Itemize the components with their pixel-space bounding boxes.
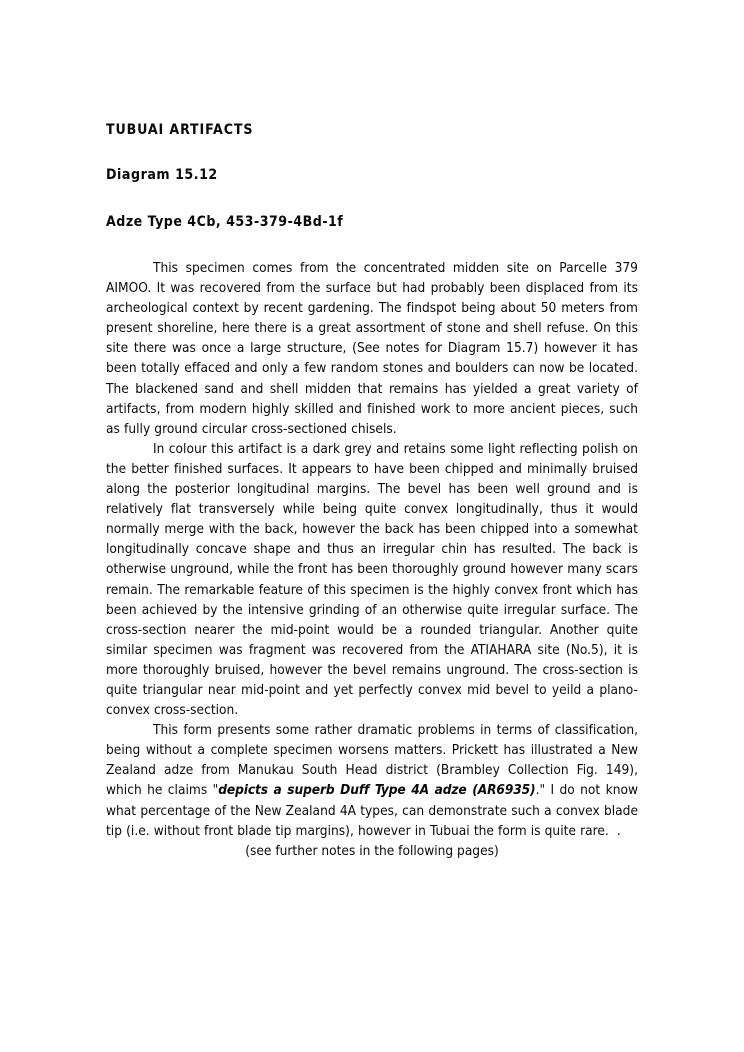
document-content-column [106, 120, 638, 861]
closing-note: (see further notes in the following pages) [245, 842, 499, 859]
paragraph-findspot-description: This specimen comes from the concentrated midden site on Parcelle 379 AIMOO. It was recovered from the surface but had probably been displaced from its archeological context by recent gardening. The findspot being about 50 meters from present shoreline, here there is a great assortment of stone and shell refuse. On this site there was once a large structure, (See notes for Diagram 15.7) however it has been totally effaced and only a few random stones and boulders can now be located. The blackened sand and shell midden that remains has yielded a great variety of artifacts, from modern highly skilled and finished work to more ancient pieces, such as fully ground circular cross-sectioned chisels. [106, 260, 638, 437]
specimen-catalog-heading: Adze Type 4Cb, 453-379-4Bd-1f [106, 214, 344, 230]
paragraph-classification-discussion [106, 720, 638, 841]
paragraph-classification-text-after-quote: ." I do not know what percentage of the New Zealand 4A types, can demonstrate such a convex blade tip (i.e. without front blade tip margins), however in Tubuai the form is quite rare. [106, 782, 638, 839]
paragraph-classification-text-before-quote: This form presents some rather dramatic problems in terms of classification, being without a complete specimen worsens matters. Prickett has illustrated a New Zealand adze from Manukau South Head district (Brambley Collection Fig. 149), which he claims " [106, 722, 638, 799]
trailing-punctuation-mark: . [616, 822, 621, 839]
paragraph-artifact-description: In colour this artifact is a dark grey and retains some light reflecting polish on the better finished surfaces. It appears to have been chipped and minimally bruised along the posterior longitudinal margins. The bevel has been well ground and is relatively flat transversely while being quite convex longitudinally, thus it would normally merge with the back, however the back has been chipped into a somewhat longitudinally concave shape and thus an irregular chin has resulted. The back is otherwise unground, while the front has been thoroughly ground however many scars remain. The remarkable feature of this specimen is the highly convex front which has been achieved by the intensive grinding of an otherwise quite irregular surface. The cross-section nearer the mid-point would be a rounded triangular. Another quite similar specimen was fragment was recovered from the ATIAHARA site (No.5), it is more thoroughly bruised, however the bevel remains unground. The cross-section is quite triangular near mid-point and yet perfectly convex mid bevel to yeild a plano-convex cross-section. [106, 440, 638, 719]
prickett-quotation-italic: depicts a superb Duff Type 4A adze (AR6935) [218, 782, 536, 799]
page-title: TUBUAI ARTIFACTS [106, 122, 254, 138]
diagram-number-heading: Diagram 15.12 [106, 167, 218, 183]
